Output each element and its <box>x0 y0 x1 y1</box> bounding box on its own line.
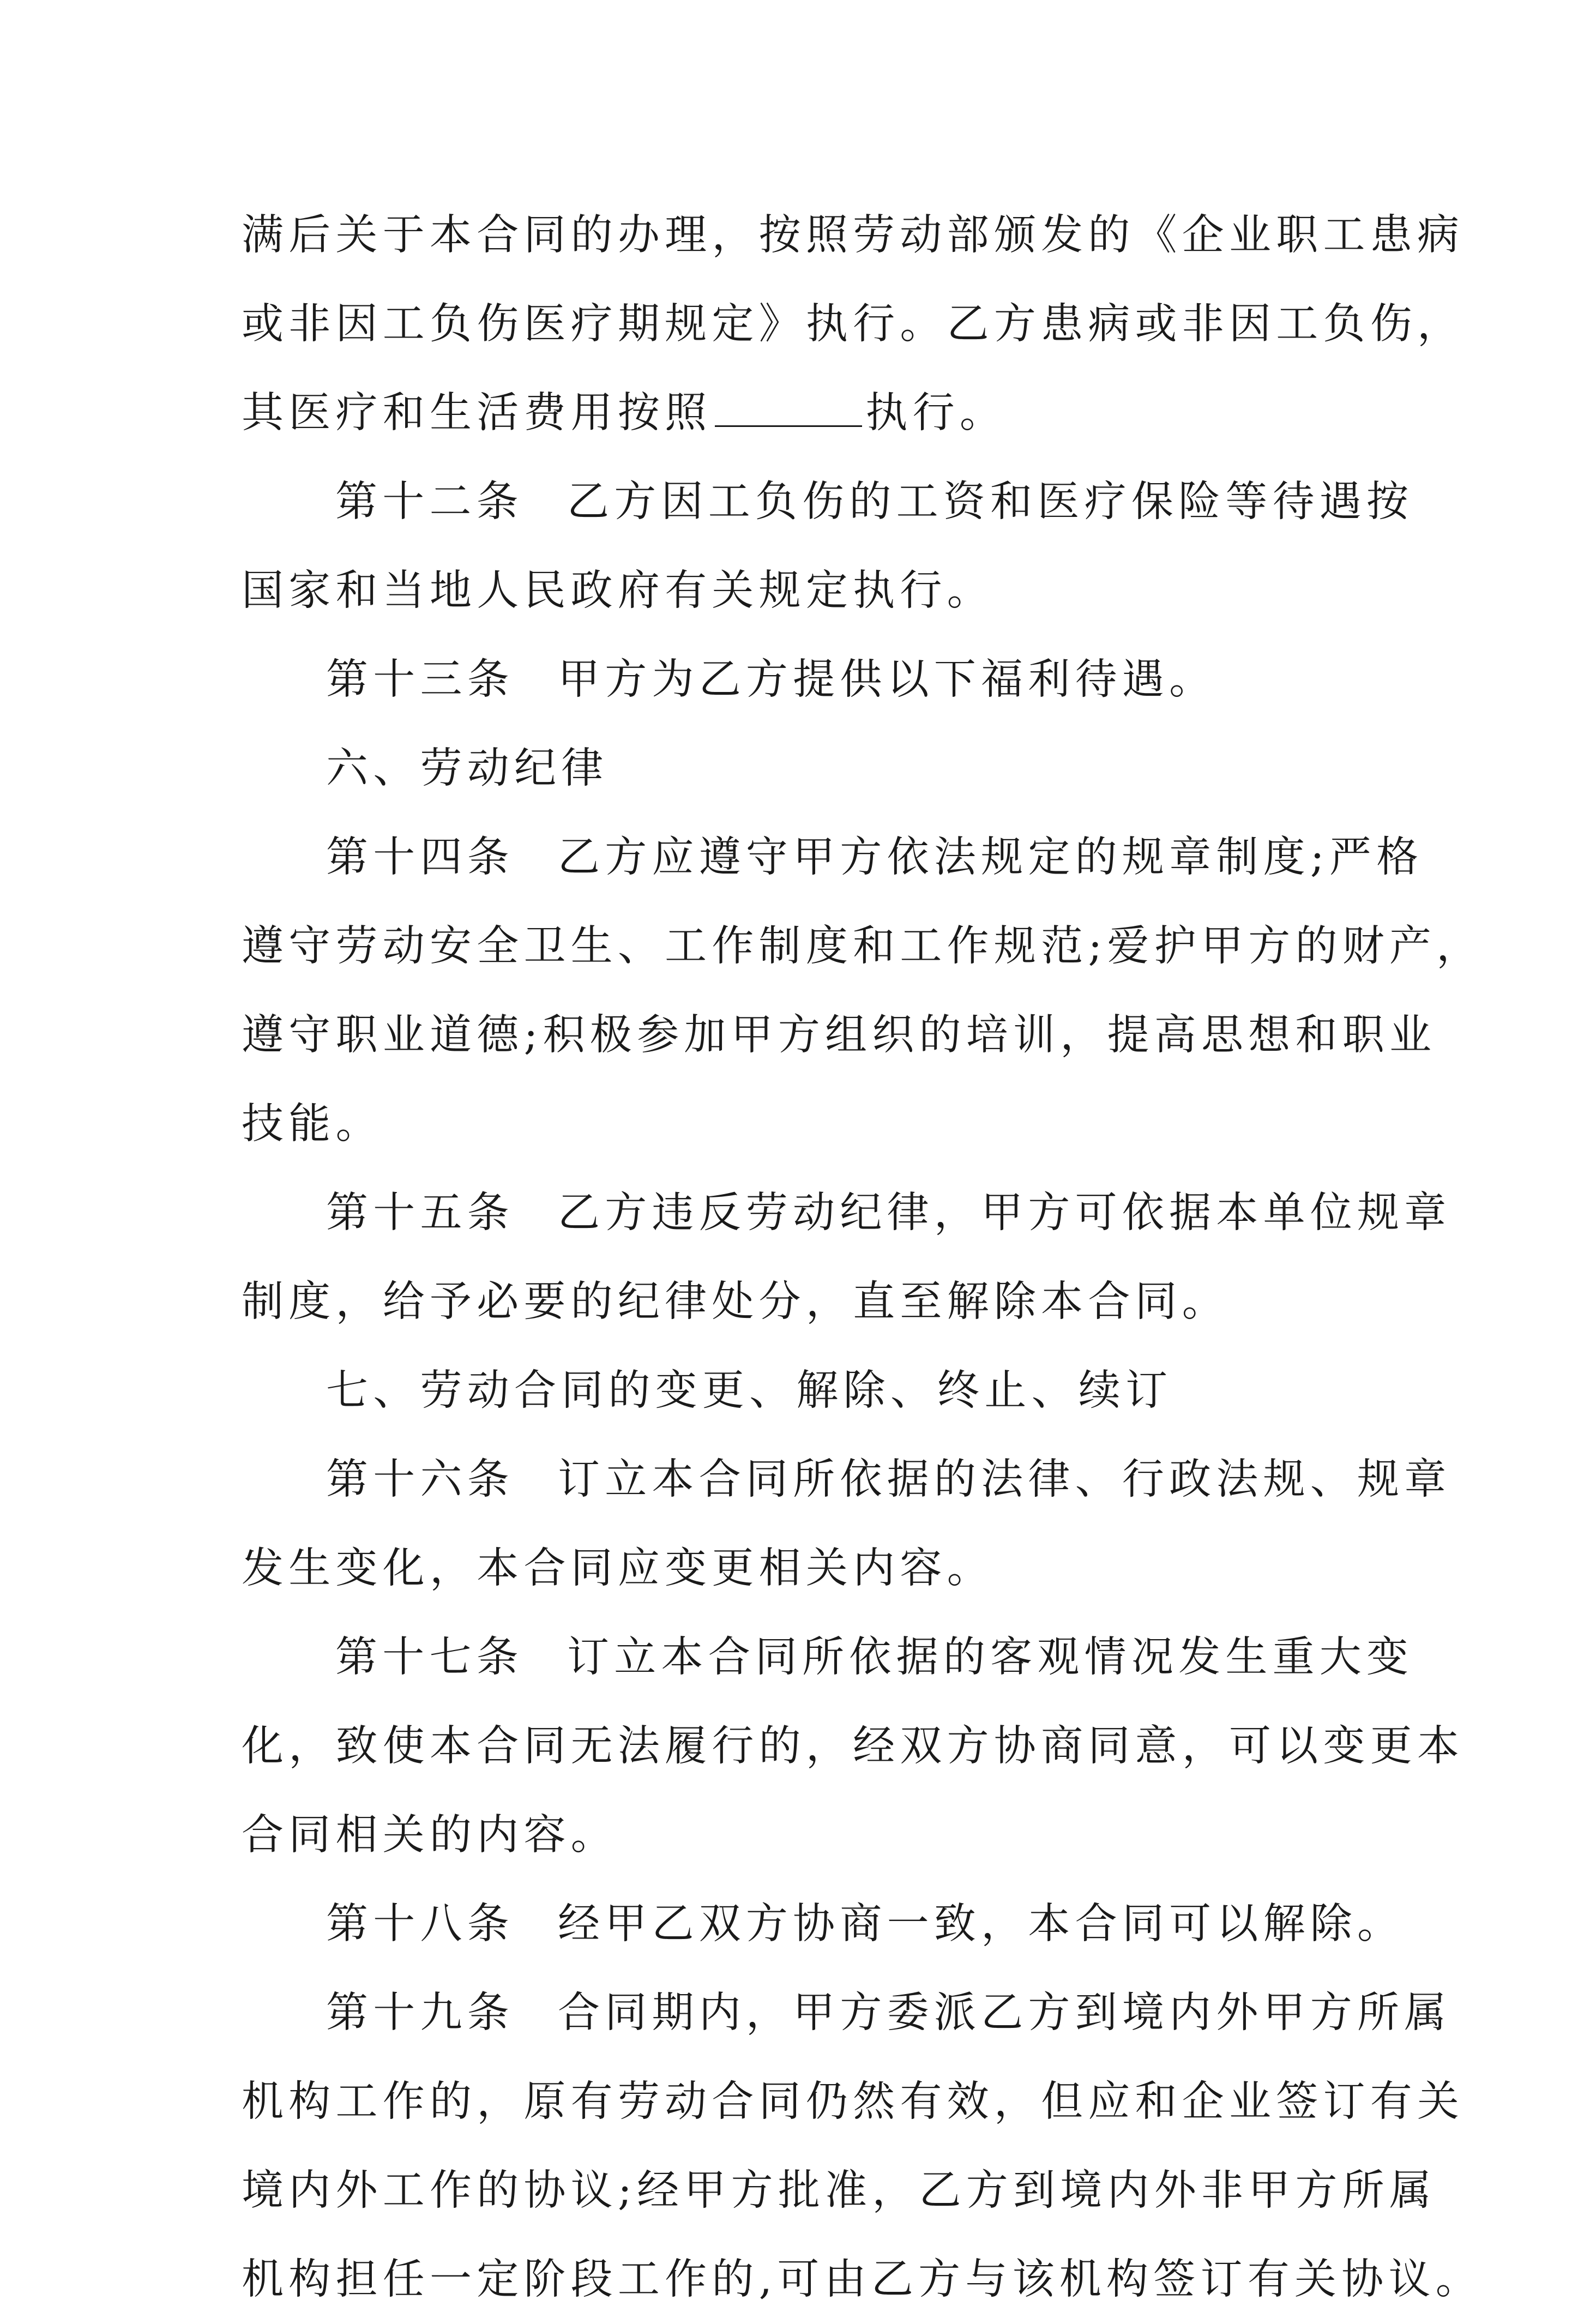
text-line <box>242 546 1343 635</box>
line-text: 其医疗和生活费用按照 <box>242 389 712 437</box>
article-number: 第十六条 <box>326 1455 514 1504</box>
article-line <box>242 813 1424 902</box>
text-line <box>242 991 1437 1080</box>
text-line <box>242 1791 1343 1880</box>
line-text-tail: 执行。 <box>865 389 1007 437</box>
article-line <box>242 1968 1451 2057</box>
article-number: 第十二条 <box>335 478 523 526</box>
text-line <box>242 280 1465 369</box>
text-line <box>242 1702 1465 1791</box>
line-text: 甲方为乙方提供以下福利待遇。 <box>557 655 1216 704</box>
line-text: 机构工作的，原有劳动合同仍然有效，但应和企业签订有关 <box>242 2078 1465 2126</box>
article-number: 第十五条 <box>326 1189 514 1237</box>
line-text: 乙方应遵守甲方依法规定的规章制度;严格 <box>557 833 1424 882</box>
line-text: 遵守职业道德;积极参加甲方组织的培训，提高思想和职业 <box>242 1011 1437 1059</box>
heading-text: 七、劳动合同的变更、解除、终止、续订 <box>326 1366 1173 1415</box>
text-line <box>242 2146 1437 2235</box>
text-line <box>242 2235 1483 2324</box>
line-text: 订立本合同所依据的客观情况发生重大变 <box>567 1633 1414 1682</box>
text-line <box>242 2057 1465 2146</box>
line-text: 乙方违反劳动纪律，甲方可依据本单位规章 <box>557 1189 1451 1237</box>
article-line <box>242 457 1414 546</box>
article-line <box>242 1613 1414 1702</box>
text-line <box>242 1080 1343 1169</box>
article-line <box>242 635 1343 724</box>
line-text: 订立本合同所依据的法律、行政法规、规章 <box>557 1455 1451 1504</box>
line-text: 合同相关的内容。 <box>242 1811 618 1859</box>
article-number: 第十四条 <box>326 833 514 882</box>
line-text: 合同期内，甲方委派乙方到境内外甲方所属 <box>557 1989 1451 2037</box>
text-line <box>242 1524 1343 1613</box>
line-text: 经甲乙双方协商一致，本合同可以解除。 <box>557 1900 1405 1948</box>
text-line <box>242 1257 1343 1346</box>
line-text: 遵守劳动安全卫生、工作制度和工作规范;爱护甲方的财产， <box>242 922 1484 971</box>
section-heading <box>242 724 1343 813</box>
line-text: 或非因工负伤医疗期规定》执行。乙方患病或非因工负伤， <box>242 300 1465 348</box>
line-text: 乙方因工负伤的工资和医疗保险等待遇按 <box>567 478 1414 526</box>
line-text: 满后关于本合同的办理，按照劳动部颁发的《企业职工患病 <box>242 211 1465 260</box>
article-line <box>242 1169 1451 1257</box>
article-line <box>242 1435 1451 1524</box>
article-number: 第十三条 <box>326 655 514 704</box>
line-text: 技能。 <box>242 1100 383 1148</box>
text-line <box>242 191 1465 280</box>
text-line <box>242 902 1484 991</box>
line-text: 发生变化，本合同应变更相关内容。 <box>242 1544 994 1593</box>
article-line <box>242 1880 1405 1968</box>
line-text: 境内外工作的协议;经甲方批准，乙方到境内外非甲方所属 <box>242 2166 1437 2215</box>
contract-body <box>242 191 1484 2324</box>
line-text: 制度，给予必要的纪律处分，直至解除本合同。 <box>242 1278 1230 1326</box>
text-line <box>242 369 1343 457</box>
article-number: 第十九条 <box>326 1989 514 2037</box>
section-heading <box>242 1346 1343 1435</box>
line-text: 机构担任一定阶段工作的,可由乙方与该机构签订有关协议。 <box>242 2255 1483 2304</box>
fill-in-blank <box>715 424 862 427</box>
line-text: 国家和当地人民政府有关规定执行。 <box>242 567 994 615</box>
heading-text: 六、劳动纪律 <box>326 744 609 793</box>
line-text: 化，致使本合同无法履行的，经双方协商同意，可以变更本 <box>242 1722 1465 1771</box>
article-number: 第十七条 <box>335 1633 523 1682</box>
article-number: 第十八条 <box>326 1900 514 1948</box>
